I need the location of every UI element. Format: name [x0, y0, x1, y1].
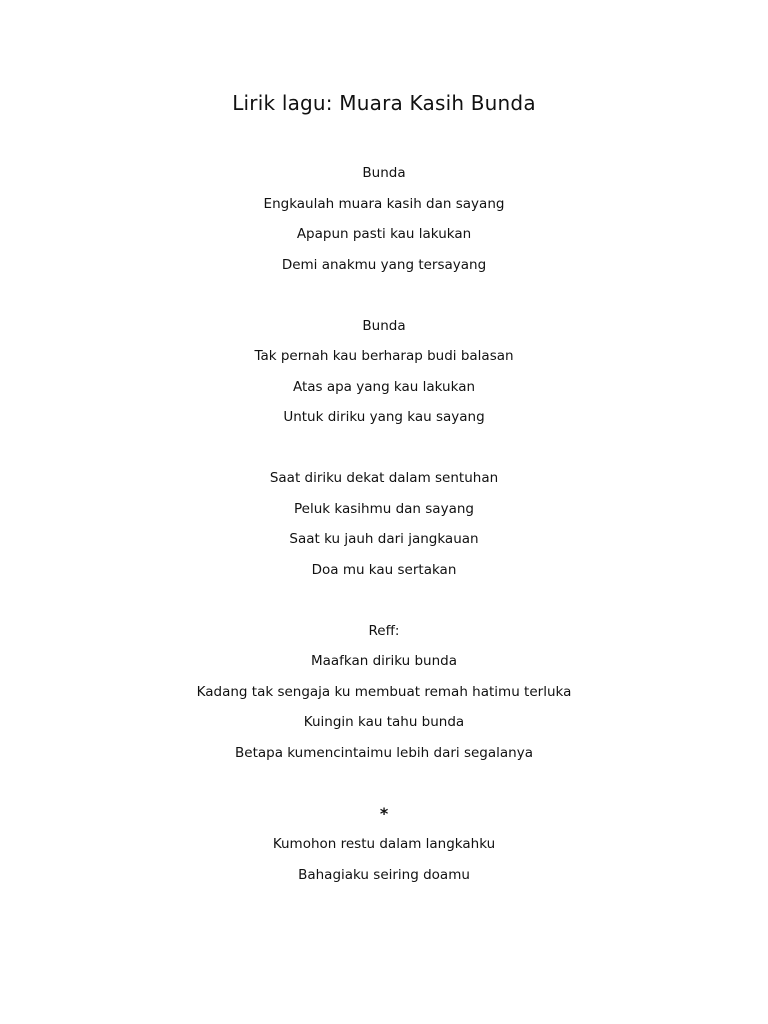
lyric-line: Bunda [362, 317, 406, 334]
lyrics-body [0, 158, 768, 890]
lyric-line: Betapa kumencintaimu lebih dari segalanya [235, 744, 533, 761]
stanza-gap [0, 768, 768, 799]
stanza-5 [0, 799, 768, 891]
lyric-line: Bahagiaku seiring doamu [298, 866, 470, 883]
lyric-line: Maafkan diriku bunda [310, 653, 458, 669]
lyric-line: Kumohon restu dalam langkahku [272, 836, 496, 852]
stanza-gap [0, 280, 768, 311]
lyric-line: Atas apa yang kau lakukan [292, 378, 476, 395]
reff-label: Reff: [368, 622, 400, 639]
stanza-gap [0, 585, 768, 616]
lyric-line: Kuingin kau tahu bunda [303, 714, 465, 730]
lyric-line: Peluk kasihmu dan sayang [294, 500, 474, 517]
asterisk-marker: * [379, 803, 389, 823]
lyric-line: Apapun pasti kau lakukan [296, 226, 472, 242]
lyric-line: Saat ku jauh dari jangkauan [289, 531, 479, 547]
page-title: Lirik lagu: Muara Kasih Bunda [232, 91, 536, 115]
lyric-line: Engkaulah muara kasih dan sayang [263, 195, 505, 212]
lyric-line: Kadang tak sengaja ku membuat remah hatimu terluka [196, 683, 572, 700]
lyric-line: Saat diriku dekat dalam sentuhan [269, 470, 499, 486]
lyric-line: Doa mu kau sertakan [311, 561, 457, 578]
lyric-line: Untuk diriku yang kau sayang [283, 409, 485, 425]
stanza-3 [0, 463, 768, 585]
lyric-line: Demi anakmu yang tersayang [281, 256, 487, 273]
stanza-gap [0, 433, 768, 464]
stanza-1 [0, 158, 768, 280]
lyric-line: Bunda [362, 165, 406, 181]
stanza-reff [0, 616, 768, 769]
lyric-line: Tak pernah kau berharap budi balasan [254, 348, 514, 364]
stanza-2 [0, 311, 768, 433]
